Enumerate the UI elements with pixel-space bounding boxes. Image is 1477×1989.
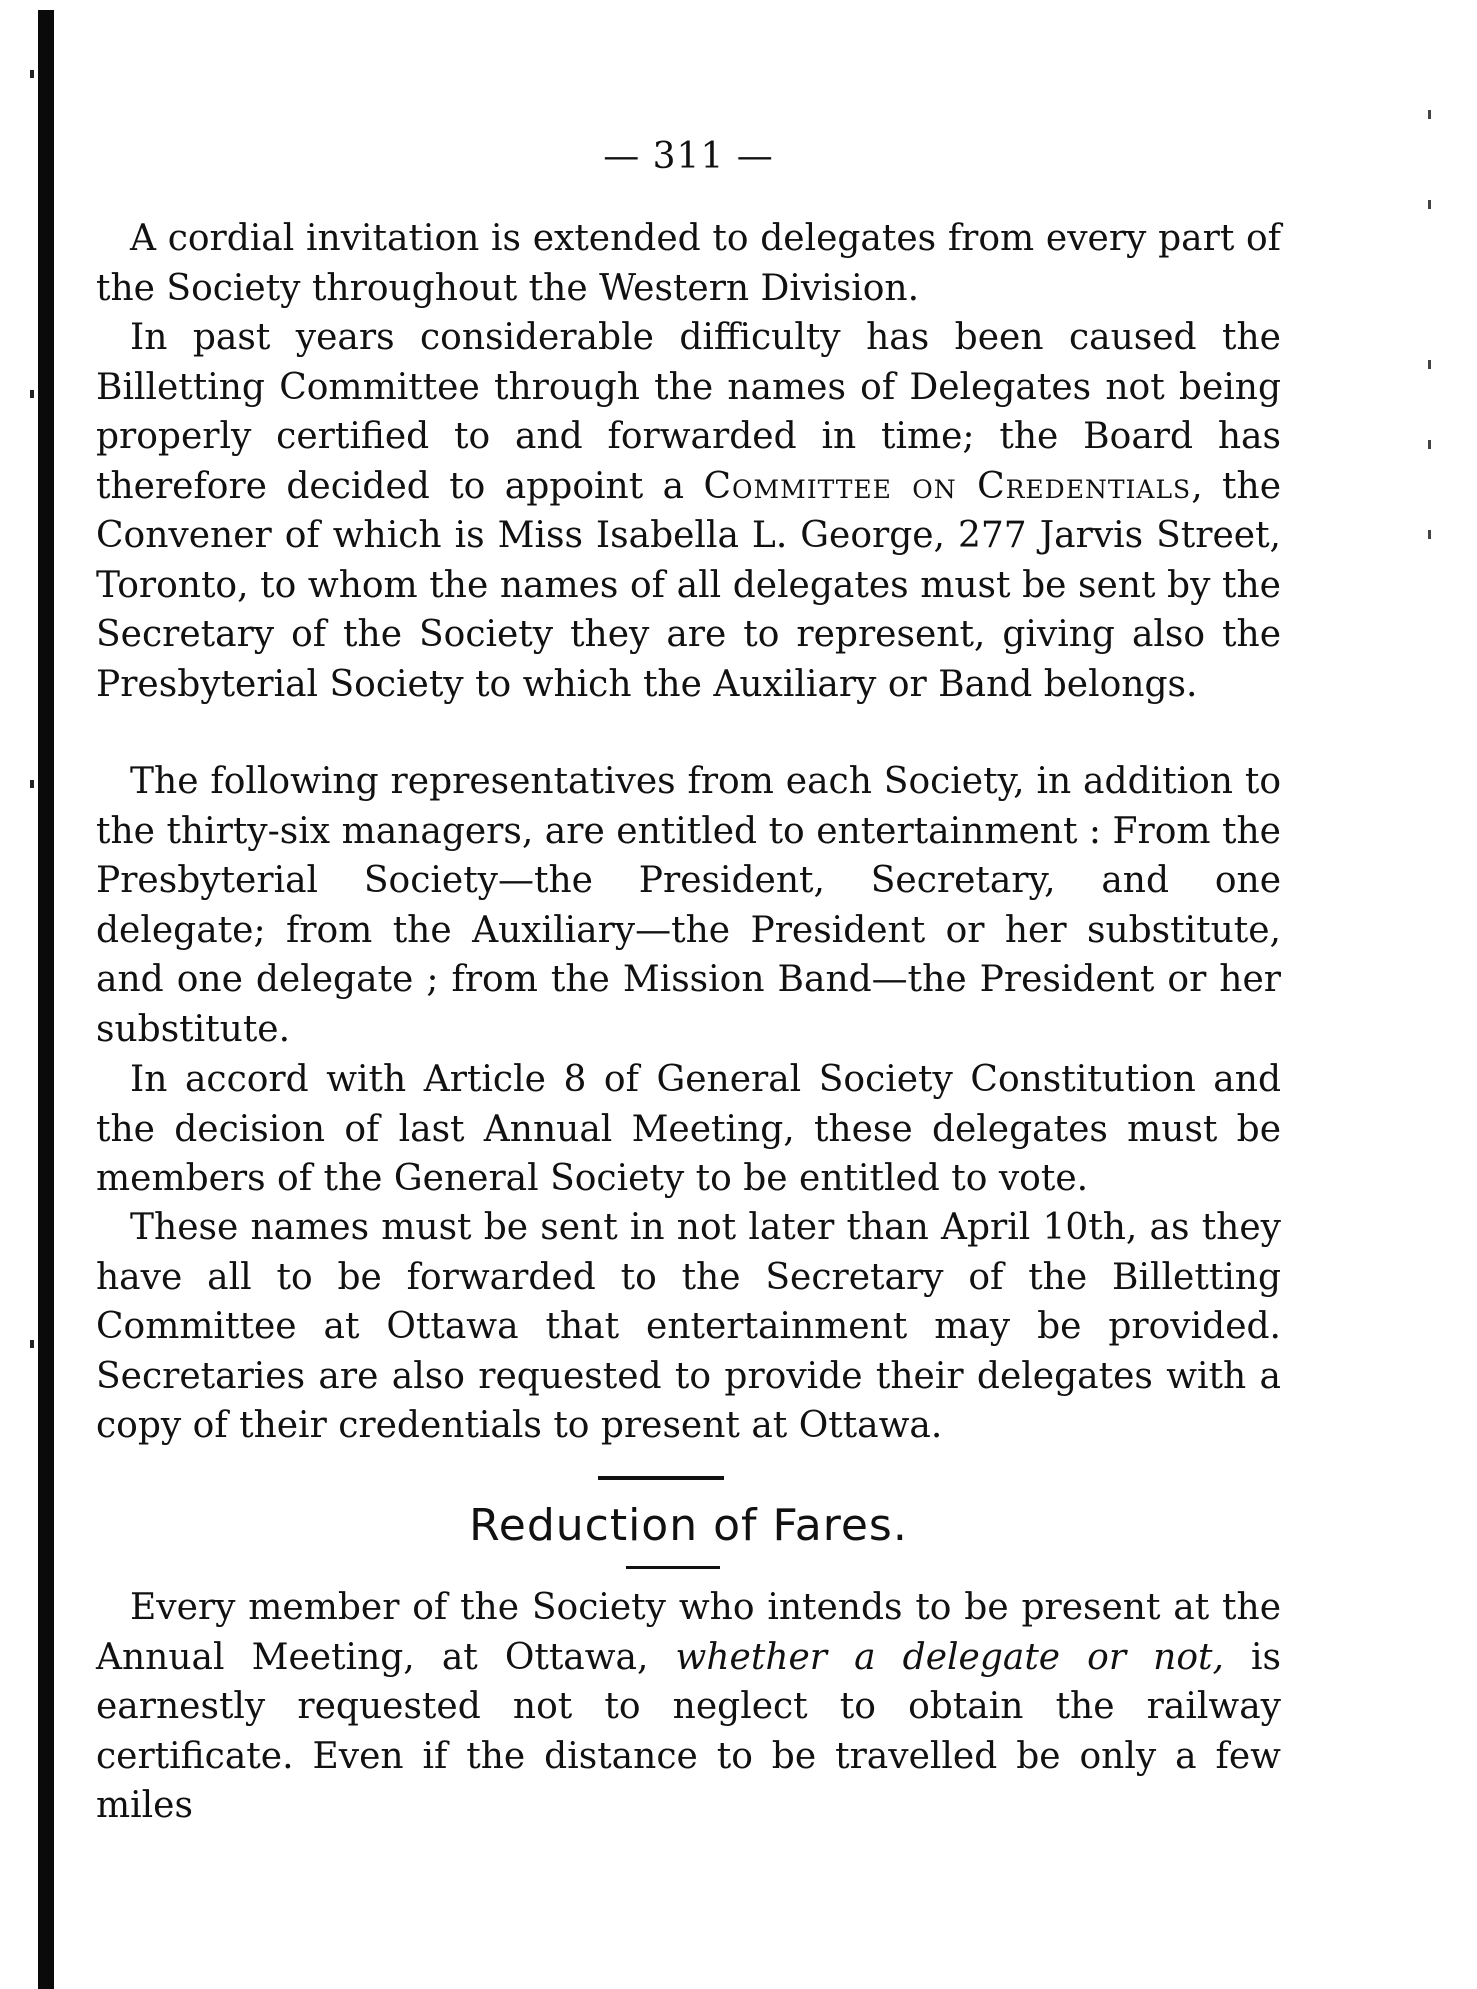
paragraph-deadline: These names must be sent in not later than April 10th, as they have all to be forwarded to the Secretary of the Billetting Committee at Ottawa that entertainment may be provided. Secretaries are also requested to provide their delegates with a copy of their credentials to present at Ottawa.	[96, 1207, 1281, 1446]
margin-mark	[1428, 360, 1431, 369]
paragraph-credentials	[96, 313, 1281, 709]
paragraph-credentials-text-end: , the Convener of which is Miss Isabella L. George, 277 Jarvis Street, Toronto, to whom the names of all delegates must be sent by the Secretary of the Society they are to represent, giving also the Presbyterial Society to which the Auxiliary or Band belongs.	[96, 465, 1281, 705]
margin-mark	[1428, 110, 1431, 119]
divider-rule	[598, 1476, 724, 1480]
paragraph-representatives: The following representatives from each Society, in addition to the thirty-six managers, are entitled to entertainment : From the Presbyterial Society—the President, Secretary, and one delegate; from the Auxiliary—the President or her substitute, and one delegate ; from the Mission Band—the President or her substitute.	[96, 761, 1281, 1050]
margin-mark	[1428, 440, 1431, 449]
whether-a-delegate-or-not: whether a delegate or not,	[675, 1636, 1224, 1678]
binding-speck	[30, 390, 34, 398]
paragraph-fares-text-start: Every member of the Society who intends to be present at the Annual Meeting, at Ottawa,	[96, 1587, 1281, 1678]
binding-speck	[30, 70, 34, 78]
section-heading: Reduction of Fares.	[469, 1500, 908, 1551]
page-number: — 311 —	[603, 136, 774, 177]
committee-on-credentials: Committee on Credentials	[703, 465, 1192, 507]
paragraph-fares-text-end: is earnestly requested not to neglect to obtain the railway certificate. Even if the distance to be travelled be only a few miles	[96, 1636, 1281, 1826]
binding-speck	[30, 780, 34, 788]
paragraph-fares	[96, 1583, 1281, 1831]
paragraph-credentials-text-start: In past years considerable difficulty has been caused the Billetting Committee through the names of Delegates not being properly certified to and forwarded in time; the Board has therefore decided to appoint a	[96, 317, 1281, 507]
heading-underline	[626, 1566, 720, 1569]
binding-speck	[30, 1340, 34, 1348]
margin-mark	[1428, 530, 1431, 539]
binding-edge	[38, 10, 54, 1989]
margin-mark	[1428, 200, 1431, 209]
paragraph-invitation: A cordial invitation is extended to delegates from every part of the Society throughout the Western Division.	[96, 218, 1281, 309]
paragraph-article-8: In accord with Article 8 of General Society Constitution and the decision of last Annual Meeting, these delegates must be members of the General Society to be entitled to vote.	[96, 1059, 1281, 1199]
